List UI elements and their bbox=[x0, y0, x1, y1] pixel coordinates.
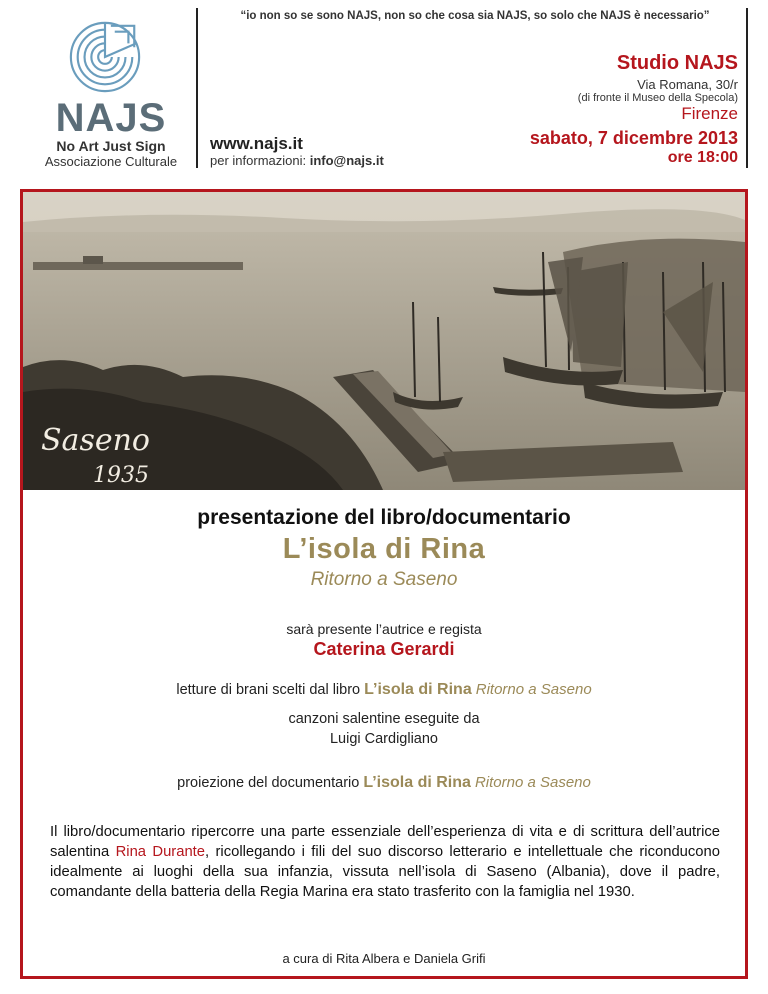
info-prefix: per informazioni: bbox=[210, 153, 307, 168]
book-subtitle: Ritorno a Saseno bbox=[310, 569, 458, 590]
venue-city: Firenze bbox=[681, 104, 738, 123]
presence-line: sarà presente l’autrice e regista bbox=[286, 621, 482, 637]
readings-book-title: L’isola di Rina bbox=[364, 681, 472, 698]
divider-left bbox=[196, 8, 198, 168]
credits-line: a cura di Rita Albera e Daniela Grifi bbox=[282, 951, 486, 966]
description-highlight-name: Rina Durante bbox=[115, 844, 206, 860]
event-time: ore 18:00 bbox=[667, 149, 738, 166]
venue-note: (di fronte il Museo della Specola) bbox=[577, 92, 738, 104]
header-quote: “io non so se sono NAJS, non so che cosa sia NAJS, so solo che NAJS è necessario” bbox=[240, 10, 710, 22]
historic-harbor-photo bbox=[23, 192, 745, 490]
author-name: Caterina Gerardi bbox=[313, 639, 455, 659]
photo-caption-place: Saseno bbox=[41, 423, 150, 458]
brand-org: Associazione Culturale bbox=[44, 154, 178, 169]
readings-prefix: letture di brani scelti dal libro bbox=[176, 682, 361, 698]
description-paragraph bbox=[50, 822, 720, 902]
readings-book-subtitle: Ritorno a Saseno bbox=[475, 681, 592, 698]
venue-name: Studio NAJS bbox=[616, 52, 738, 74]
projection-prefix: proiezione del documentario bbox=[177, 775, 360, 791]
projection-line bbox=[23, 774, 745, 792]
projection-doc-title: L’isola di Rina bbox=[363, 774, 471, 791]
singer-name: Luigi Cardigliano bbox=[329, 731, 438, 747]
event-date: sabato, 7 dicembre 2013 bbox=[529, 128, 738, 148]
website-link[interactable]: www.najs.it bbox=[210, 134, 303, 153]
info-email-link[interactable]: info@najs.it bbox=[309, 153, 384, 168]
book-title: L’isola di Rina bbox=[282, 533, 486, 565]
brand-tagline: No Art Just Sign bbox=[56, 138, 166, 154]
projection-doc-subtitle: Ritorno a Saseno bbox=[474, 774, 591, 791]
readings-line bbox=[23, 681, 745, 699]
venue-address: Via Romana, 30/r bbox=[637, 77, 738, 92]
photo-caption-year: 1935 bbox=[93, 463, 149, 488]
description-part1: Il libro/documentario ripercorre una parte essenziale dell’esperienza di vita e di scrittura dell’autrice salentina bbox=[50, 824, 720, 860]
najs-logo-spiral-icon bbox=[66, 18, 144, 96]
description-part2: , ricollegando i fili del suo discorso letterario e intellettuale che riconducono idealmente ai luoghi della sua infanzia, vissuta nell’isola di Saseno (Albania), dove il padre, comandante della batteria della Regia Marina era stato trasferito con la famiglia nel 1930. bbox=[50, 844, 720, 900]
brand-name: NAJS bbox=[55, 96, 167, 140]
divider-right bbox=[746, 8, 748, 168]
songs-line: canzoni salentine eseguite da bbox=[288, 711, 480, 727]
event-heading: presentazione del libro/documentario bbox=[197, 506, 571, 529]
info-line bbox=[210, 153, 384, 168]
